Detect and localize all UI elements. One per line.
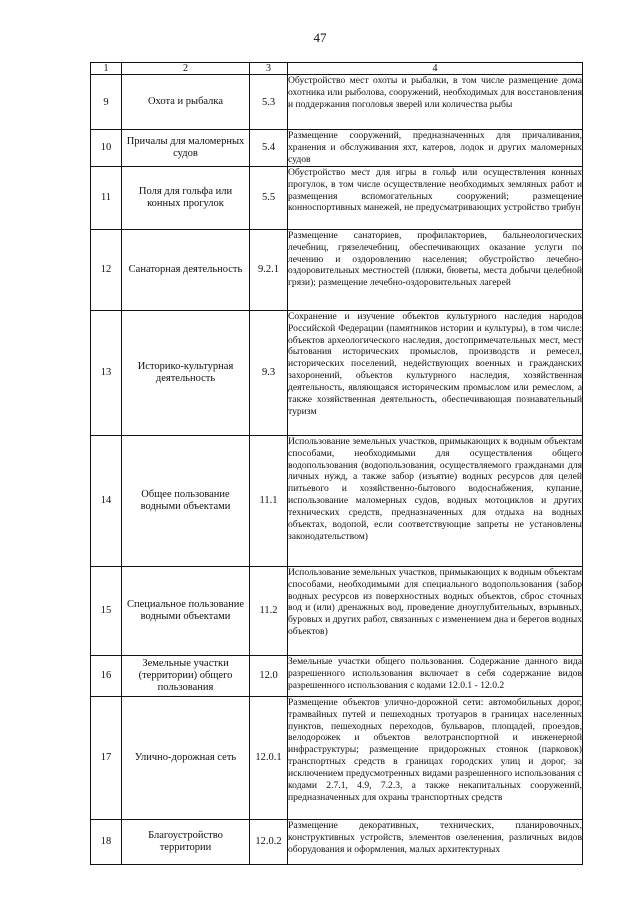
use-type-name: Улично-дорожная сеть [122, 696, 250, 819]
row-number: 18 [91, 819, 122, 864]
use-type-description: Размещение сооружений, предназначенных для причаливания, хранения и обслуживания яхт, катеров, лодок и других маломерных судов [288, 130, 582, 165]
use-type-code: 12.0 [250, 655, 288, 696]
row-number: 15 [91, 566, 122, 655]
use-type-name: Общее пользование водными объектами [122, 435, 250, 566]
table-row [91, 166, 583, 229]
use-type-description: Использование земельных участков, примыкающих к водным объектам способами, необходимыми для специального водопользования (забор водных ресурсов из поверхностных водных объектов, сброс сточных вод и (или) дренажных вод, проведение дноуглубительных, взрывных, буровых и других работ, связанных с изменением дна и берегов водных объектов) [288, 566, 583, 655]
use-type-code: 5.4 [250, 130, 288, 167]
use-type-description: Размещение объектов улично-дорожной сети: автомобильных дорог, трамвайных путей и пешеходных тротуаров в границах населенных пунктов, пешеходных переходов, бульваров, площадей, проездов, велодорожек и объектов велотранспортной и инженерной инфраструктуры; размещение придорожных стоянок (парковок) транспортных средств в границах городских улиц и дорог, за исключением предусмотренных видами разрешенного использования с кодами 2.7.1, 4.9, 7.2.3, а также некапитальных сооружений, предназначенных для охраны транспортных средств [288, 696, 583, 819]
row-number: 9 [91, 75, 122, 130]
table-row [91, 229, 583, 310]
use-type-name: Поля для гольфа или конных прогулок [122, 166, 250, 229]
row-number: 14 [91, 435, 122, 566]
table-row [91, 130, 583, 167]
table-row [91, 435, 583, 566]
use-type-name: Специальное пользование водными объектами [122, 566, 250, 655]
use-type-code: 9.2.1 [250, 229, 288, 310]
use-type-description: Обустройство мест охоты и рыбалки, в том числе размещение дома охотника или рыболова, сооружений, необходимых для восстановления и поддержания поголовья зверей или количества рыбы [288, 75, 583, 130]
table-row [91, 819, 583, 864]
use-type-description: Размещение декоративных, технических, планировочных, конструктивных устройств, элементов озеленения, различных видов оборудования и оформления, малых архитектурных [288, 819, 583, 864]
header-row [91, 63, 583, 75]
row-number: 12 [91, 229, 122, 310]
use-type-description: Обустройство мест для игры в гольф или осуществления конных прогулок, в том числе осуществление необходимых земляных работ и размещения вспомогательных сооружений; размещение конноспортивных манежей, не предусматривающих устройство трибун [288, 166, 583, 229]
use-type-name: Охота и рыбалка [122, 75, 250, 130]
use-type-code: 11.1 [250, 435, 288, 566]
table-row [91, 566, 583, 655]
row-number: 17 [91, 696, 122, 819]
column-header-name: 2 [122, 63, 250, 75]
column-header-description: 4 [288, 63, 583, 75]
use-type-name: Историко-культурная деятельность [122, 310, 250, 435]
use-type-code: 9.3 [250, 310, 288, 435]
table-row [91, 310, 583, 435]
use-type-code: 11.2 [250, 566, 288, 655]
use-type-code: 5.3 [250, 75, 288, 130]
use-type-name: Земельные участки (территории) общего пользования [122, 655, 250, 696]
use-type-description: Земельные участки общего пользования. Содержание данного вида разрешенного использования включает в себя содержание видов разрешенного использования с кодами 12.0.1 - 12.0.2 [288, 655, 583, 696]
table-row [91, 655, 583, 696]
page-number: 47 [313, 30, 327, 45]
use-type-code: 12.0.1 [250, 696, 288, 819]
row-number: 16 [91, 655, 122, 696]
table-row [91, 696, 583, 819]
use-type-code: 12.0.2 [250, 819, 288, 864]
column-header-number: 1 [91, 63, 122, 75]
row-number: 11 [91, 166, 122, 229]
use-type-description: Сохранение и изучение объектов культурного наследия народов Российской Федерации (памятников истории и культуры), в том числе: объектов археологического наследия, достопримечательных мест, мест бытования исторических промыслов, производств и ремесел, исторических поселений, недействующих военных и гражданских захоронений, объектов культурного наследия, хозяйственная деятельность, являющаяся историческим промыслом или ремеслом, а также хозяйственная деятельность, обеспечивающая познавательный туризм [288, 310, 583, 435]
use-type-description: Использование земельных участков, примыкающих к водным объектам способами, необходимыми для осуществления общего водопользования (водопользования, осуществляемого гражданами для личных нужд, а также забор (изъятие) водных ресурсов для целей питьевого и хозяйственно-бытового водоснабжения, купание, использование маломерных судов, водных мотоциклов и других технических средств, предназначенных для отдыха на водных объектах, водопой, если соответствующие запреты не установлены законодательством) [288, 435, 583, 566]
land-use-table [90, 62, 583, 865]
row-number: 10 [91, 130, 122, 167]
table-row [91, 75, 583, 130]
column-header-code: 3 [250, 63, 288, 75]
use-type-name: Причалы для маломерных судов [122, 130, 250, 167]
use-type-name: Благоустройство территории [122, 819, 250, 864]
use-type-description: Размещение санаториев, профилакториев, бальнеологических лечебниц, грязелечебниц, обеспечивающих оказание услуги по лечению и оздоровлению населения; обустройство лечебно-оздоровительных местностей (пляжи, бюветы, места добычи целебной грязи); размещение лечебно-оздоровительных лагерей [288, 229, 583, 310]
row-number: 13 [91, 310, 122, 435]
use-type-name: Санаторная деятельность [122, 229, 250, 310]
use-type-code: 5.5 [250, 166, 288, 229]
